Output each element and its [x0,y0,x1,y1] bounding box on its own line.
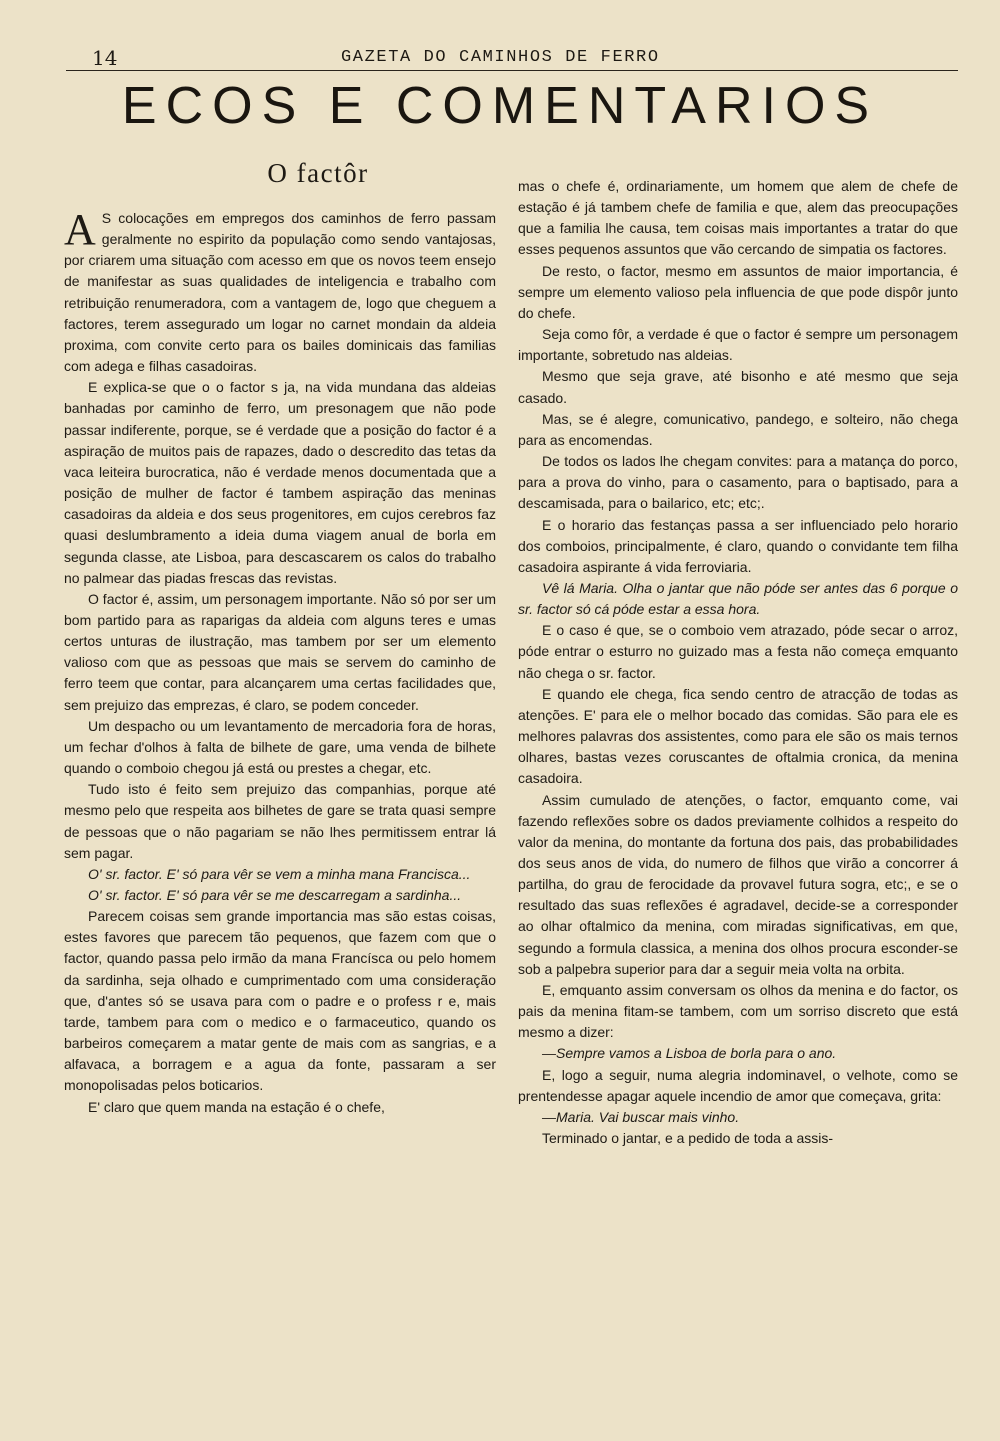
right-column [518,176,958,1149]
article-paragraph: E' claro que quem manda na estação é o chefe, [88,1098,385,1115]
article-paragraph: Mesmo que seja grave, até bisonho e até mesmo que seja casado. [518,368,958,406]
drop-cap: A [64,205,96,254]
article-paragraph: E, emquanto assim conversam os olhos da menina e do factor, os pais da menina fitam-se tambem, com um sorriso discreto que está mesmo a dizer: [518,981,958,1041]
article-paragraph: Um despacho ou um levantamento de mercadoria fora de horas, um fechar d'olhos à falta de bilhete de gare, uma venda de bilhete quando o comboio chegou já está ou prestes a chegar, etc. [64,717,496,777]
section-title: ECOS E COMENTARIOS [121,77,879,135]
article-quote: Vê lá Maria. Olha o jantar que não póde ser antes das 6 porque o sr. factor só cá póde estar a essa hora. [518,579,958,618]
article-paragraph: Seja como fôr, a verdade é que o factor é sempre um personagem importante, sobretudo nas aldeias. [518,326,958,364]
article-paragraph: E o horario das festanças passa a ser influenciado pelo horario dos comboios, principalmente, é claro, quando o convidante tem filha casadoira aspirante á vida ferroviaria. [518,516,958,575]
article-paragraph: A S colocações em empregos dos caminhos de ferro passam geralmente no espirito da população como sendo vantajosas, por criarem uma situação com acesso em que os novos teem ensejo de manifestar as suas qualidades de inteligencia e trabalho com retribuição renumeradora, com a vantagem de, logo que cheguem a factores, terem assegurado um logar no carnet mondain da aldeia proxima, com convite certo para os bailes dominicais das familias com adega e filhas casadoiras. [64,205,496,375]
article-quote: —Maria. Vai buscar mais vinho. [542,1108,740,1125]
article-paragraph: E explica-se que o o factor s ja, na vida mundana das aldeias banhadas por caminho de ferro, um presonagem que não pode passar indiferente, porque, se é verdade que a posição do factor é a aspiração de muitos pais de rapazes, dado o descredito das tetas da vaca leiteira burocratica, não é verdade menos documentada que a posição de mulher de factor é tambem aspiração das meninas casadoiras da aldeia e dos seus progenitores, em cujos cerebros faz quasi deslumbramento a ideia duma viagem anual de borla em segunda classe, ate Lisboa, para descascarem os calos do trabalho no palmear das piadas frescas das revistas. [64,379,496,586]
article-paragraph: De resto, o factor, mesmo em assuntos de maior importancia, é sempre um elemento valioso pela influencia de que pode dispôr junto do chefe. [518,262,958,321]
article-paragraph: mas o chefe é, ordinariamente, um homem que alem de chefe de estação é já tambem chefe de familia e que, alem das preocupações que a familia lhe causa, tem coisas mais importantes a tratar do que esses pequenos assuntos que vão cercando de simpatia os factores. [518,178,958,258]
article-paragraph: O factor é, assim, um personagem importante. Não só por ser um bom partido para as raparigas da aldeia com alguns teres e umas certos unturas de ilustração, mas tambem por ser um elemento valioso com que as pessoas que mais se servem do caminho de ferro teem que contar, para alcançarem uma certas facilidades que, sem prejuizo das emprezas, é claro, se podem conceder. [64,590,496,713]
article-quote: O' sr. factor. E' só para vêr se me descarregam a sardinha... [88,887,462,903]
article-quote: —Sempre vamos a Lisboa de borla para o ano. [542,1045,837,1062]
article-paragraph: Terminado o jantar, e a pedido de toda a assis- [542,1130,834,1147]
article-paragraph: Tudo isto é feito sem prejuizo das companhias, porque até mesmo pelo que respeita aos bilhetes de gare se trata quasi sempre de pessoas que o não pagariam se não lhes permitissem entrar lá sem pagar. [64,781,496,861]
article-paragraph: Mas, se é alegre, comunicativo, pandego, e solteiro, não chega para as encomendas. [518,410,958,448]
article-title: O factôr [267,158,369,188]
left-column [64,156,496,1118]
article-paragraph: E quando ele chega, fica sendo centro de atracção de todas as atenções. E' para ele o melhor bocado das comidas. São para ele es melhores palavras dos assistentes, como para ele são os mais ternos olhares, bastas vezes coruscantes de oftalmia cronica, da menina casadoira. [518,685,958,787]
running-title: GAZETA DO CAMINHOS DE FERRO [341,48,660,67]
article-quote: O' sr. factor. E' só para vêr se vem a minha mana Francisca... [88,865,471,882]
article-paragraph: De todos os lados lhe chegam convites: para a matança do porco, para a prova do vinho, para o casamento, para o baptisado, para a descamisada, para o bailarico, etc; etc;. [518,453,958,512]
page-header [66,44,958,71]
page-number: 14 [92,46,118,70]
article-paragraph: E o caso é que, se o comboio vem atrazado, póde secar o arroz, póde entrar o esturro no guizado mas a festa não começa emquanto não chega o sr. factor. [518,622,958,681]
article-paragraph: E, logo a seguir, numa alegria indominavel, o velhote, como se prentendesse apagar aquele incendio de amor que começava, grita: [518,1066,958,1104]
article-paragraph: Assim cumulado de atenções, o factor, emquanto come, vai fazendo reflexões sobre os dados previamente colhidos a respeito do valor da menina, do montante da fortuna dos pais, das probabilidades dos seus anos de vida, do numero de filhos que virão a concorrer á partilha, do grau de ferocidade da provavel futura sogra, etc;, e se o resultado das suas reflexões é agradavel, decide-se a corresponder ao olhar oftalmico da menina, com miradas significativas, em que, segundo a formula classica, a menina dos olhos procura esconder-se sob a palpebra superior para dar a seguir meia volta na orbita. [518,791,958,977]
article-paragraph: Parecem coisas sem grande importancia mas são estas coisas, estes favores que parecem tão pequenos, que fazem com que o factor, quando passa pelo irmão da mana Francísca ou pelo homem da sardinha, seja olhado e cumprimentado com uma consideração que, d'antes só se usava para com o padre e o profess r e, mais tarde, tambem para com o medico e o farmaceutico, quando os barbeiros começarem a matar gente de mais com as sangrias, e a alfavaca, a borragem e a agua da fonte, passaram a ser monopolisadas pelos boticarios. [64,908,496,1094]
